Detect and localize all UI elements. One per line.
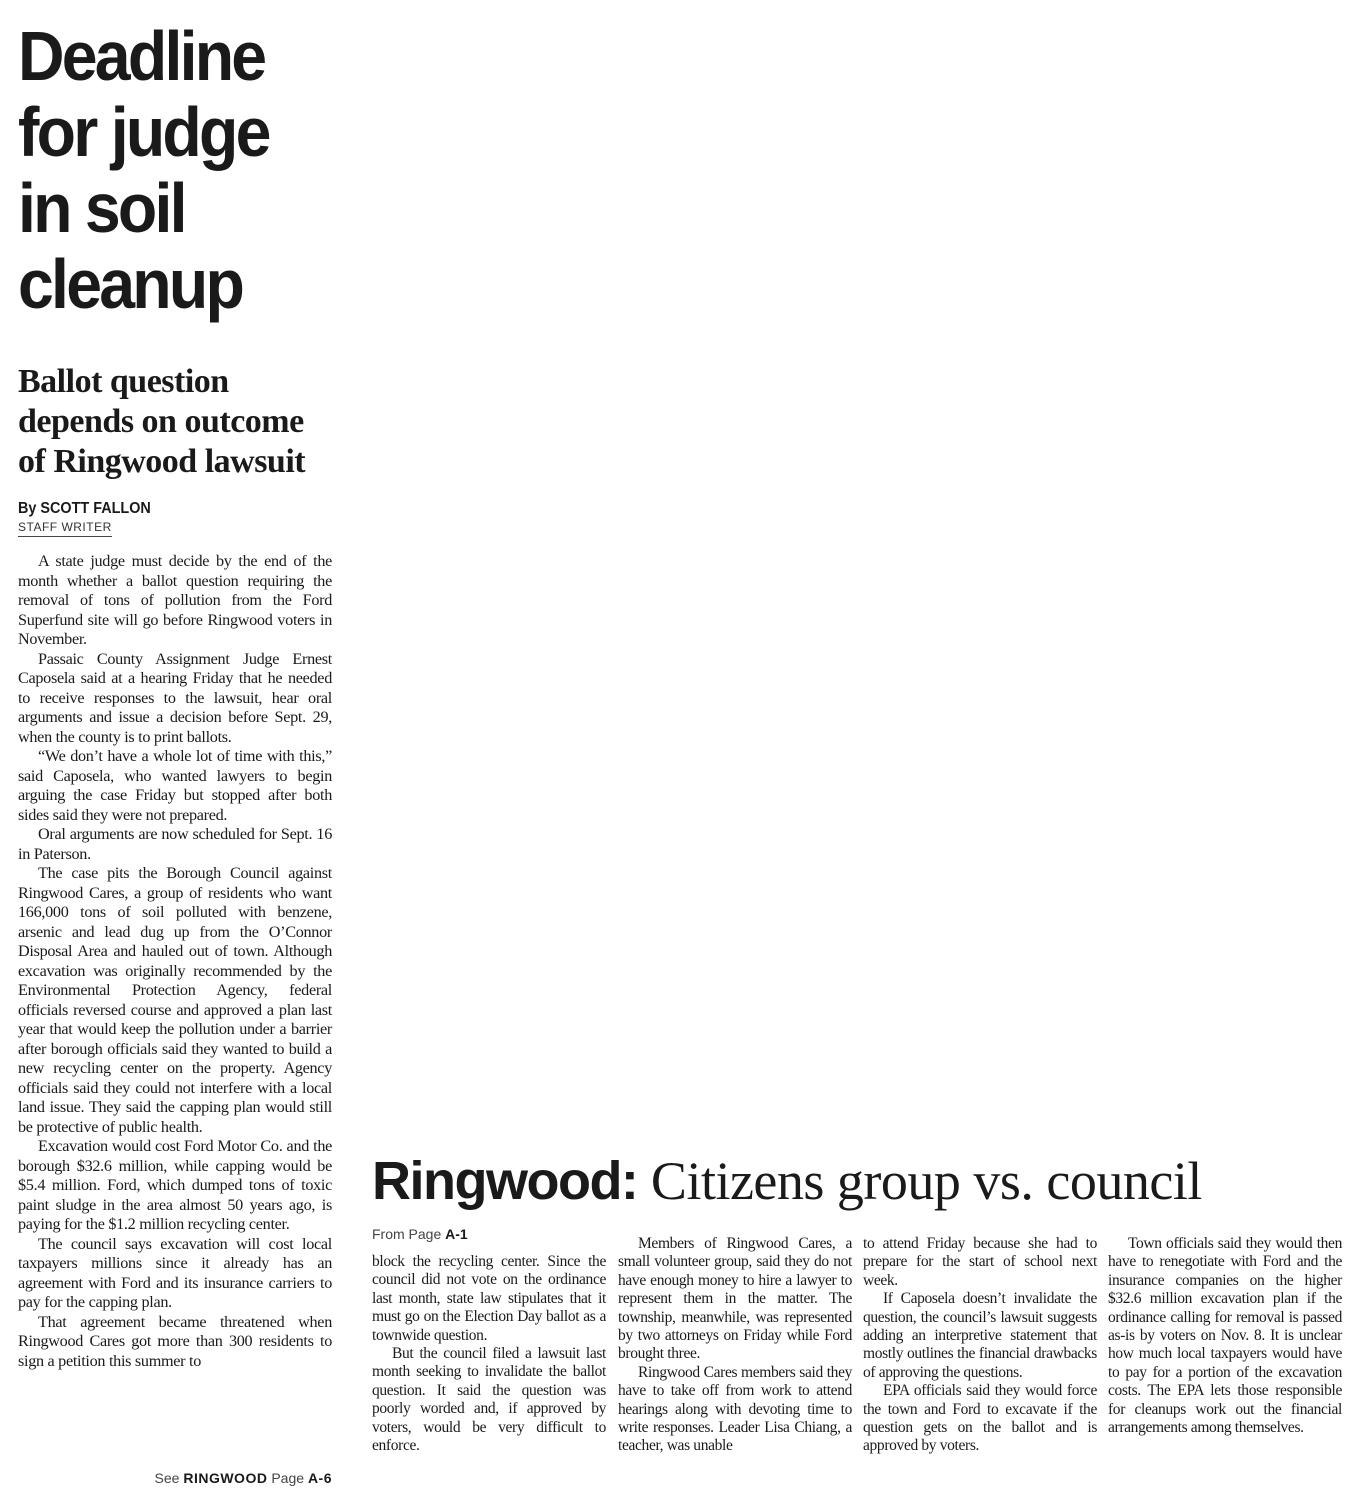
from-page-number: A-1 [445, 1226, 468, 1242]
headline: Deadline for judge in soil cleanup [18, 17, 269, 323]
body-paragraph: But the council filed a lawsuit last month seeking to invalidate the ballot question. It said the question was poorly worded and, if approved by voters, would be very difficult to enforce. [372, 1345, 606, 1455]
body-paragraph: Town officials said they would then have to renegotiate with Ford and the insurance companies on the higher $32.6 million excavation plan if the ordinance calling for removal is passed as-is by voters on Nov. 8. It is unclear how much local taxpayers would have to pay for a portion of the excavation costs. The EPA lets those responsible for cleanups work out the financial arrangements among themselves. [1108, 1235, 1342, 1437]
continuation-column-1 [372, 1253, 606, 1455]
continuation-column-3 [863, 1235, 1097, 1456]
byline: By SCOTT FALLON [18, 500, 151, 517]
body-paragraph: The council says excavation will cost local taxpayers millions since it already has an agreement with Ford and its insurance carriers to pay for the capping plan. [18, 1234, 332, 1311]
continuation-headline-keyword: Ringwood: [372, 1151, 638, 1211]
body-paragraph: Excavation would cost Ford Motor Co. and the borough $32.6 million, while capping would be $5.4 million. Ford, which dumped tons of toxic paint sludge in the area almost 50 years ago, is paying for the $1.2 million recycling center. [18, 1137, 332, 1233]
continuation-column-4 [1108, 1235, 1342, 1437]
body-paragraph: Oral arguments are now scheduled for Sept. 16 in Paterson. [18, 825, 332, 863]
from-page-reference [372, 1226, 468, 1242]
continuation-headline [372, 1150, 1352, 1212]
deck-subheadline: Ballot question depends on outcome of Ringwood lawsuit [18, 363, 306, 480]
body-paragraph: Passaic County Assignment Judge Ernest Caposela said at a hearing Friday that he needed to receive responses to the lawsuit, hear oral arguments and issue a decision before Sept. 29, when the county is to print ballots. [18, 649, 332, 746]
body-paragraph: The case pits the Borough Council against Ringwood Cares, a group of residents who want 166,000 tons of soil polluted with benzene, arsenic and lead dug up from the O’Connor Disposal Area and hauled out of town. Although excavation was originally recommended by the Environmental Protection Agency, federal officials reversed course and approved a plan last year that would keep the pollution under a barrier after borough officials said they wanted to build a new recycling center on the property. Agency officials said they could not interfere with a local land issue. They said the capping plan would still be protective of public health. [18, 864, 332, 1136]
body-paragraph: Ringwood Cares members said they have to take off from work to attend hearings along with devoting time to write responses. Leader Lisa Chiang, a teacher, was unable [618, 1363, 852, 1455]
jump-page-number: A-6 [307, 1470, 332, 1486]
jump-keyword: RINGWOOD [183, 1470, 268, 1486]
jump-see-label: See [154, 1470, 180, 1486]
article-body [18, 552, 332, 1371]
jump-reference [18, 1470, 332, 1486]
body-paragraph: Members of Ringwood Cares, a small volunteer group, said they do not have enough money to hire a lawyer to represent them in the matter. The township, meanwhile, was represented by two attorneys on Friday while Ford brought three. [618, 1235, 852, 1363]
from-page-label: From Page [372, 1226, 442, 1242]
body-paragraph: to attend Friday because she had to prepare for the start of school next week. [863, 1235, 1097, 1289]
body-paragraph: block the recycling center. Since the council did not vote on the ordinance last month, state law stipulates that it must go on the Election Day ballot as a townwide question. [372, 1253, 606, 1344]
jump-page-word: Page [271, 1470, 305, 1486]
continuation-column-2 [618, 1235, 852, 1456]
body-paragraph: If Caposela doesn’t invalidate the question, the council’s lawsuit suggests adding an interpretive statement that mostly outlines the financial drawbacks of approving the questions. [863, 1290, 1097, 1381]
continuation-headline-text: Citizens group vs. council [650, 1151, 1202, 1211]
article-header [18, 18, 336, 537]
body-paragraph: A state judge must decide by the end of the month whether a ballot question requiring the removal of tons of pollution from the Ford Superfund site will go before Ringwood voters in November. [18, 552, 332, 648]
staff-label: STAFF WRITER [18, 520, 112, 537]
body-paragraph: “We don’t have a whole lot of time with this,” said Caposela, who wanted lawyers to begin arguing the case Friday but stopped after both sides said they were not prepared. [18, 747, 332, 824]
body-paragraph: That agreement became threatened when Ringwood Cares got more than 300 residents to sign a petition this summer to [18, 1312, 332, 1370]
body-paragraph: EPA officials said they would force the town and Ford to excavate if the question gets on the ballot and is approved by voters. [863, 1382, 1097, 1455]
